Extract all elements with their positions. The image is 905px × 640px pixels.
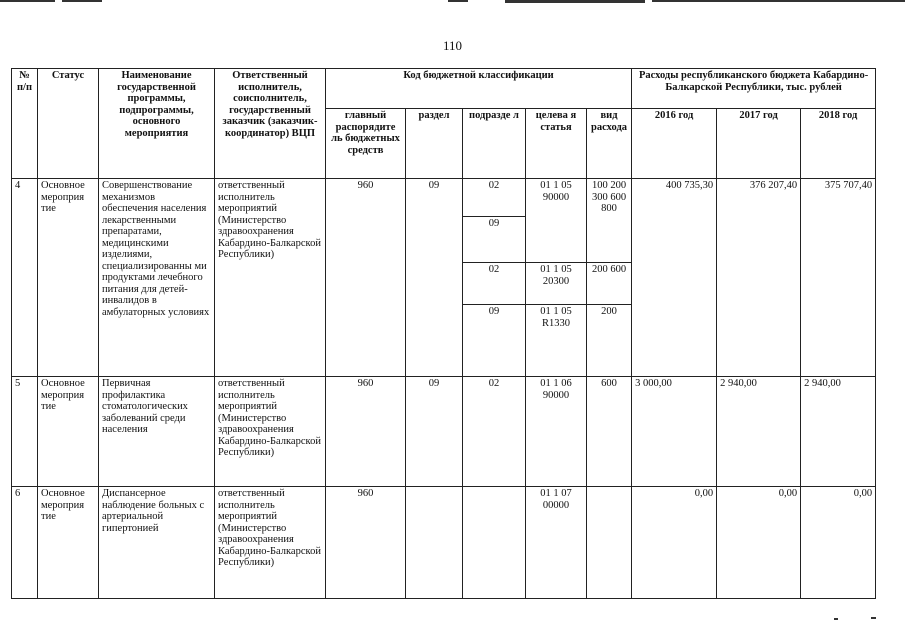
table-row (12, 377, 876, 487)
row-amount-2018: 0,00 (801, 487, 876, 599)
row-target-article: 01 1 07 00000 (526, 487, 587, 599)
table-row (12, 487, 876, 599)
header-kbk-group: Код бюджетной классификации (326, 69, 632, 109)
header-expenses-group: Расходы республиканского бюджета Кабардино-Балкарской Республики, тыс. рублей (632, 69, 876, 109)
row-executor: ответственный исполнитель мероприятий (Министерство здравоохранения Кабардино-Балкарской Республики) (215, 487, 326, 599)
header-kbk-target-article: целева я статья (526, 109, 587, 179)
table-row (12, 179, 876, 217)
row-podrazdel: 02 (463, 263, 526, 305)
row-amount-2016: 0,00 (632, 487, 717, 599)
header-year-2016: 2016 год (632, 109, 717, 179)
row-name: Первичная профилактика стоматологических заболеваний среди населения (99, 377, 215, 487)
page-number: 110 (442, 38, 463, 53)
row-name: Совершенствование механизмов обеспечения населения лекарственными препаратами, медицинскими изделиями, специализированны ми продуктами лечебного питания для детей-инвалидов в амбулаторных условиях (99, 179, 215, 377)
row-podrazdel: 09 (463, 305, 526, 377)
scan-corner-marks (826, 614, 886, 624)
header-num: № п/п (12, 69, 38, 179)
row-razdel: 09 (406, 377, 463, 487)
row-expense-type: 200 600 (587, 263, 632, 305)
row-amount-2018: 375 707,40 (801, 179, 876, 377)
row-target-article: 01 1 05 20300 (526, 263, 587, 305)
row-grbs: 960 (326, 179, 406, 377)
row-podrazdel: 02 (463, 377, 526, 487)
row-executor: ответственный исполнитель мероприятий (Министерство здравоохранения Кабардино-Балкарской Республики) (215, 377, 326, 487)
header-kbk-razdel: раздел (406, 109, 463, 179)
row-expense-type: 200 (587, 305, 632, 377)
header-executor: Ответственный исполнитель, соисполнитель, государственный заказчик (заказчик-координатор) ВЦП (215, 69, 326, 179)
row-status: Основное мероприя тие (38, 487, 99, 599)
row-podrazdel: 09 (463, 217, 526, 263)
row-amount-2017: 2 940,00 (717, 377, 801, 487)
row-target-article: 01 1 06 90000 (526, 377, 587, 487)
scan-top-marks (0, 0, 905, 6)
row-grbs: 960 (326, 377, 406, 487)
row-grbs: 960 (326, 487, 406, 599)
row-razdel: 09 (406, 179, 463, 377)
row-executor: ответственный исполнитель мероприятий (Министерство здравоохранения Кабардино-Балкарской Республики) (215, 179, 326, 377)
row-target-article: 01 1 05 R1330 (526, 305, 587, 377)
row-razdel (406, 487, 463, 599)
row-amount-2017: 0,00 (717, 487, 801, 599)
row-expense-type: 100 200 300 600 800 (587, 179, 632, 263)
row-podrazdel (463, 487, 526, 599)
header-kbk-grbs: главный распорядите ль бюджетных средств (326, 109, 406, 179)
row-amount-2016: 3 000,00 (632, 377, 717, 487)
row-status: Основное мероприя тие (38, 377, 99, 487)
budget-table (11, 68, 876, 599)
row-expense-type (587, 487, 632, 599)
header-kbk-expense-type: вид расхода (587, 109, 632, 179)
row-expense-type: 600 (587, 377, 632, 487)
row-name: Диспансерное наблюдение больных с артериальной гипертонией (99, 487, 215, 599)
header-status: Статус (38, 69, 99, 179)
row-amount-2016: 400 735,30 (632, 179, 717, 377)
row-target-article: 01 1 05 90000 (526, 179, 587, 263)
header-year-2018: 2018 год (801, 109, 876, 179)
header-name: Наименование государственной программы, подпрограммы, основного мероприятия (99, 69, 215, 179)
header-year-2017: 2017 год (717, 109, 801, 179)
row-amount-2018: 2 940,00 (801, 377, 876, 487)
row-num: 6 (12, 487, 38, 599)
row-status: Основное мероприя тие (38, 179, 99, 377)
row-num: 5 (12, 377, 38, 487)
row-amount-2017: 376 207,40 (717, 179, 801, 377)
header-kbk-podrazdel: подразде л (463, 109, 526, 179)
row-num: 4 (12, 179, 38, 377)
row-podrazdel: 02 (463, 179, 526, 217)
